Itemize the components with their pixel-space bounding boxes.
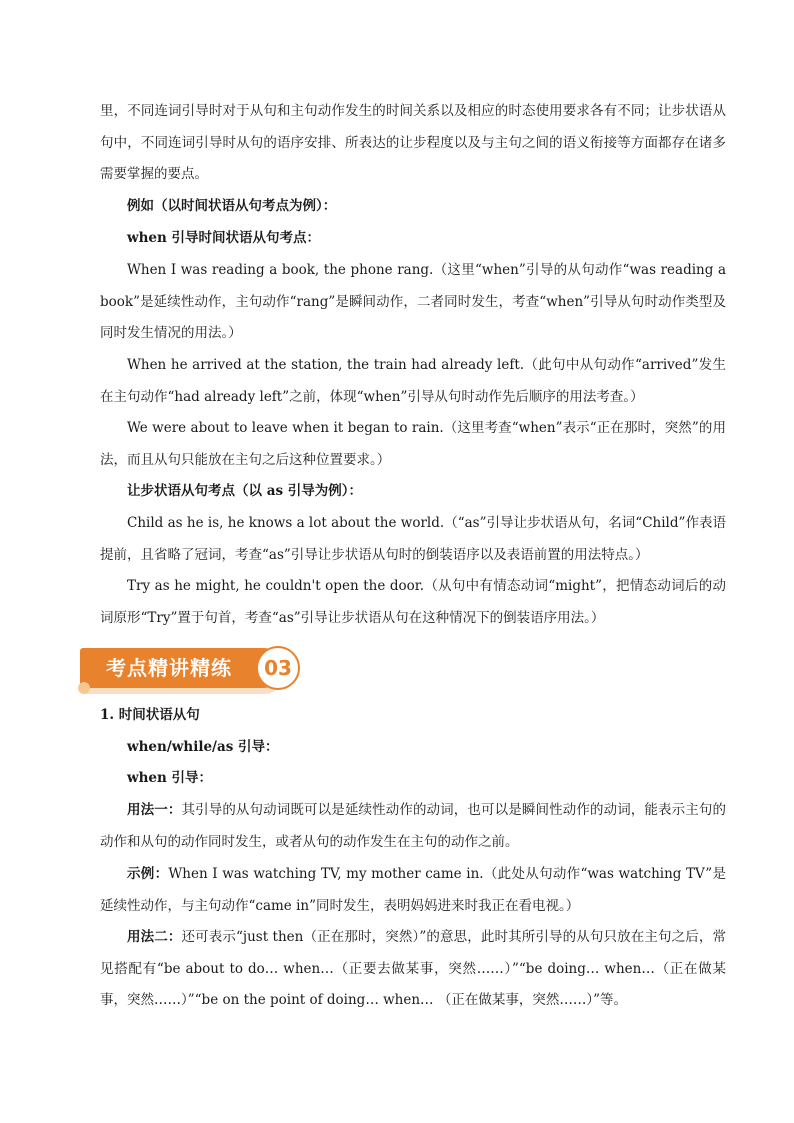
usage-example <box>100 859 726 922</box>
section-heading: 1. 时间状语从句 <box>100 707 200 723</box>
intro-paragraph: 里，不同连词引导时对于从句和主句动作发生的时间关系以及相应的时态使用要求各有不同；让步状语从句中，不同连词引导时从句的语序安排、所表达的让步程度以及与主句之间的语义衔接等方面都存在诸多需要掌握的要点。 <box>100 103 726 182</box>
usage-example-label: 示例： <box>127 866 169 882</box>
usage-example-text: When I was watching TV, my mother came in.（此处从句动作“was watching TV”是延续性动作，与主句动作“came in”同时发生，表明妈妈进来时我正在看电视。） <box>100 866 726 914</box>
when-example-3: We were about to leave when it began to rain.（这里考查“when”表示“正在那时，突然”的用法，而且从句只能放在主句之后这种位置要求。） <box>100 420 726 468</box>
banner-title: 考点精讲精练 <box>106 656 232 680</box>
as-example-1: Child as he is, he knows a lot about the world.（“as”引导让步状语从句，名词“Child”作表语提前，且省略了冠词，考查“as”引导让步状语从句时的倒装语序以及表语前置的用法特点。） <box>100 515 726 563</box>
when-example-2: When he arrived at the station, the train had already left.（此句中从句动作“arrived”发生在主句动作“had already left”之前，体现“when”引导从句时动作先后顺序的用法考查。） <box>100 357 726 405</box>
usage-one <box>100 795 726 858</box>
usage-one-text: 其引导的从句动词既可以是延续性动作的动词，也可以是瞬间性动作的动词，能表示主句的动作和从句的动作同时发生，或者从句的动作发生在主句的动作之前。 <box>100 802 727 850</box>
concession-subheading: 让步状语从句考点（以 as 引导为例）： <box>127 483 362 499</box>
usage-one-label: 用法一： <box>127 802 182 818</box>
section-sub1: when/while/as 引导： <box>127 739 279 755</box>
when-subheading: when 引导时间状语从句考点： <box>127 230 321 246</box>
banner-number: 03 <box>264 656 292 680</box>
usage-two-label: 用法二： <box>127 929 182 945</box>
section-sub2: when 引导： <box>127 770 213 786</box>
section-banner <box>80 646 300 690</box>
as-example-2: Try as he might, he couldn't open the door.（从句中有情态动词“might”，把情态动词后的动词原形“Try”置于句首，考查“as”引导让步状语从句在这种情况下的倒装语序用法。） <box>100 578 726 626</box>
when-example-1: When I was reading a book, the phone rang.（这里“when”引导的从句动作“was reading a book”是延续性动作，主句动作“rang”是瞬间动作，二者同时发生，考查“when”引导从句时动作类型及同时发生情况的用法。） <box>100 262 726 341</box>
example-intro: 例如（以时间状语从句考点为例）： <box>127 198 337 214</box>
banner-dot-decoration <box>78 682 90 694</box>
usage-two-text: 还可表示“just then（正在那时，突然）”的意思，此时其所引导的从句只放在主句之后，常见搭配有“be about to do… when…（正要去做某事，突然……）”“be doing… when…（正在做某事，突然……）”“be on the point of doing… when… （正在做某事，突然……）”等。 <box>100 929 726 1008</box>
usage-two <box>100 922 726 1017</box>
